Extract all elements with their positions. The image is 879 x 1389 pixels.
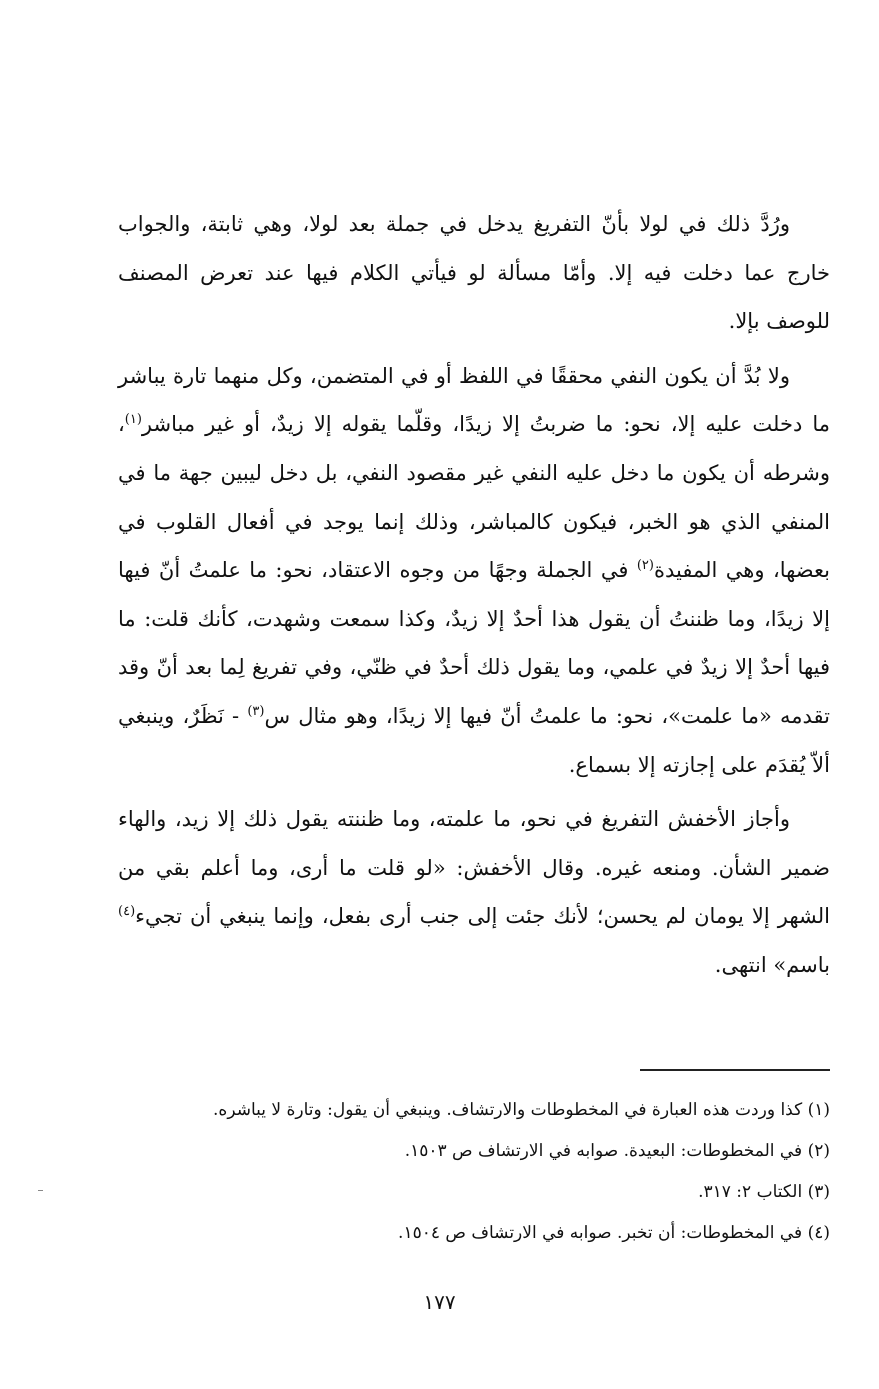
scan-speck — [38, 1190, 43, 1191]
footnote-separator — [640, 1069, 830, 1071]
footnote-3: (٣) الكتاب ٢: ٣١٧. — [698, 1182, 830, 1202]
footnote-ref-2[interactable]: (٢) — [636, 558, 654, 574]
paragraph-3: وأجاز الأخفش التفريغ في نحو، ما علمته، وما ظننته يقول ذلك إلا زيد، والهاء ضمير الشأن. ومنعه غيره. وقال الأخفش: «لو قلت ما أرى، وما أعلم بقي من الشهر إلا يومان لم يحسن؛ لأنك جئت إلى جنب أرى بفعل، وإنما ينبغي أن تجيء$^{(٤)}$ باسم» انتهى. — [118, 807, 830, 977]
paragraph-1: ورُدَّ ذلك في لولا بأنّ التفريغ يدخل في جملة بعد لولا، وهي ثابتة، والجواب خارج عما دخلت فيه إلا. وأمّا مسألة لو فيأتي الكلام فيها عند تعرض المصنف للوصف بإلا. — [118, 212, 830, 334]
footnote-2: (٢) في المخطوطات: البعيدة. صوابه في الارتشاف ص ١٥٠٣. — [404, 1141, 830, 1161]
page-number: ١٧٧ — [423, 1290, 456, 1314]
footnotes — [118, 1090, 830, 1254]
footnote-ref-1[interactable]: (١) — [124, 412, 142, 428]
footnote-1: (١) كذا وردت هذه العبارة في المخطوطات والارتشاف. وينبغي أن يقول: وتارة لا يباشره. — [213, 1100, 830, 1120]
footnote-ref-3[interactable]: (٣) — [247, 703, 265, 719]
paragraph-2: ولا بُدَّ أن يكون النفي محققًا في اللفظ أو في المتضمن، وكل منهما تارة يباشر ما دخلت عليه إلا، نحو: ما ضربتُ إلا زيدًا، وقلّما يقوله إلا زيدٌ، أو غير مباشر$^{(١)}$، وشرطه أن يكون ما دخل عليه النفي غير مقصود النفي، بل دخل ليبين جهة ما في المنفي الذي هو الخبر، فيكون كالمباشر، وذلك إنما يوجد في أفعال القلوب في بعضها، وهي المفيدة$^{(٢)}$ في الجملة وجهًا من وجوه الاعتقاد، نحو: ما علمتُ أنّ فيها إلا زيدًا، وما ظننتُ أن يقول هذا أحدٌ إلا زيدٌ، وكذا سمعت وشهدت، كأنك قلت: ما فيها أحدٌ إلا زيدٌ في علمي، وما يقول ذلك أحدٌ في ظنّي، وفي تفريغ لِما بعد أنّ وقد تقدمه «ما علمت»، نحو: ما علمتُ أنّ فيها إلا زيدًا، وهو مثال س$^{(٣)}$ - نَظَرٌ، وينبغي ألاّ يُقدَم على إجازته إلا بسماع. — [118, 363, 831, 777]
main-text — [118, 200, 830, 990]
footnote-4: (٤) في المخطوطات: أن تخبر. صوابه في الارتشاف ص ١٥٠٤. — [398, 1223, 830, 1243]
footnote-ref-4[interactable]: (٤) — [118, 904, 136, 920]
